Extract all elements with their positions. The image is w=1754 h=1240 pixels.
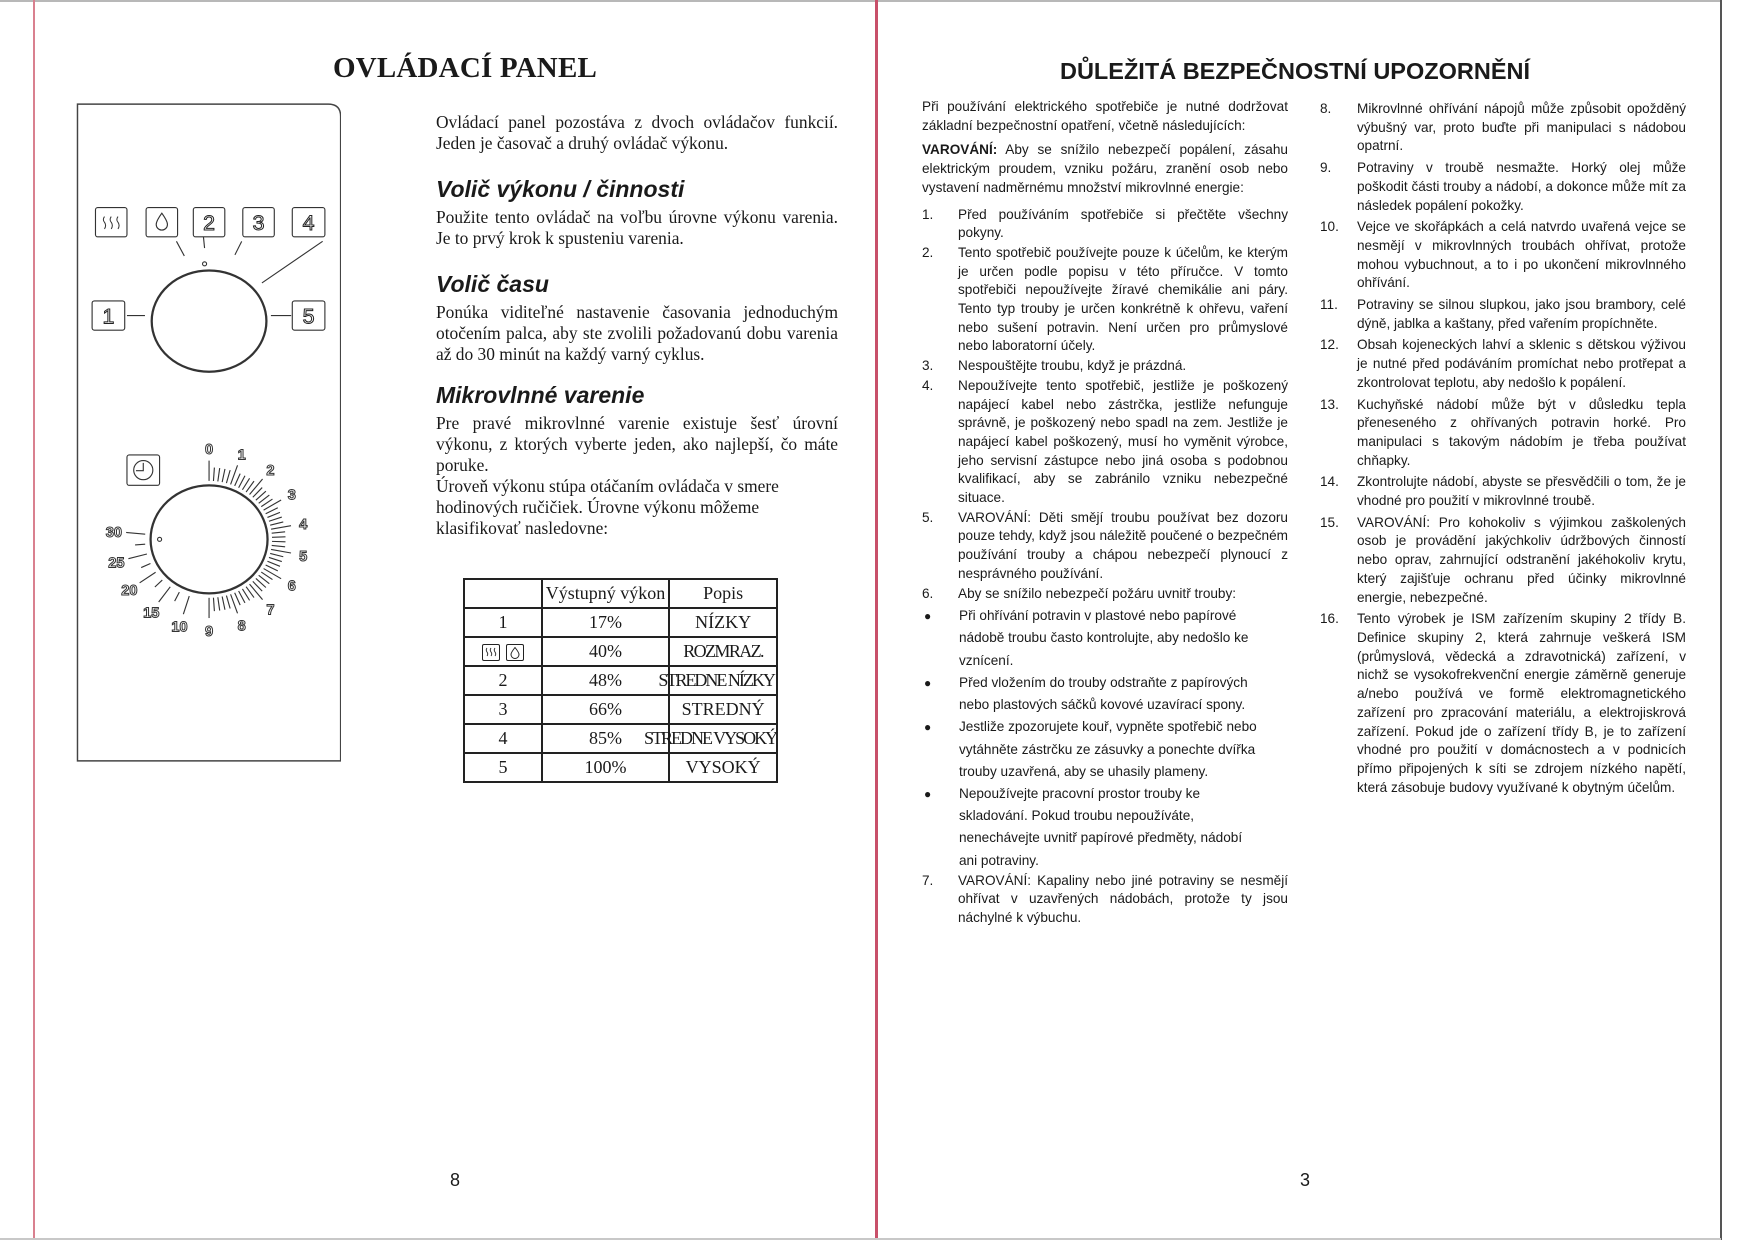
- table-header: Popis: [669, 579, 777, 608]
- item-text: VAROVÁNÍ: Pro kohokoliv s výjimkou zaškolených osob je provádění jakýchkoliv údržbových činností nebo oprav, zahrnující odstranění jakéhokoliv krytu, který zajišťuje ochranu před účinky mikrovlnné energie, nebezpečné.: [1357, 514, 1686, 605]
- table-row: [464, 637, 777, 666]
- bullet-item: [922, 783, 1288, 872]
- timer-label: 15: [143, 605, 160, 622]
- timer-tick: [218, 468, 220, 481]
- timer-tick: [270, 522, 283, 525]
- timer-label: 10: [171, 619, 188, 636]
- control-panel-diagram: [76, 103, 341, 762]
- bullet-icon: ●: [924, 720, 932, 735]
- timer-tick: [266, 508, 278, 514]
- timer-tick: [269, 557, 282, 561]
- item-text: Kuchyňské nádobí může být v důsledku tepla přeneseného z ohřívaných potravin horké. Pro manipulaci s takovým nádobím je třeba používat chňapky.: [1357, 396, 1686, 468]
- list-item: [922, 585, 1288, 604]
- bullet-text: Nepoužívejte pracovní prostor trouby ke skladování. Pokud troubu nepoužíváte, nenechávejte uvnitř papírové předměty, nádobí ani potraviny.: [959, 785, 1243, 868]
- timer-label: 5: [299, 548, 308, 565]
- item-text: Zkontrolujte nádobí, abyste se přesvědčili o tom, že je vhodné pro použití v mikrovlnné troubě.: [1357, 474, 1686, 509]
- section-text-microwave-2: Úroveň výkonu stúpa otáčaním ovládača v smere hodinových ručičiek. Úrovne výkonu môžeme klasifikovať nasledovne:: [436, 476, 779, 538]
- safety-column-1: [922, 98, 1288, 929]
- table-cell-output: 48%: [542, 666, 669, 695]
- steam-icon: [103, 217, 119, 229]
- timer-tick: [226, 596, 230, 609]
- item-text: Vejce ve skořápkách a celá natvrdo uvařená vejce se nesmějí v mikrovlnných troubách ohřívat, protože mohou vybuchnout, a to i po ukončení mikrovlnného ohřívání.: [1357, 219, 1686, 291]
- power-levels-table: [463, 578, 778, 783]
- timer-tick: [135, 544, 145, 545]
- power-label-2: 2: [203, 211, 216, 236]
- warning-label: VAROVÁNÍ:: [922, 142, 998, 158]
- right-page-title: DŮLEŽITÁ BEZPEČNOSTNÍ UPOZORNĚNÍ: [1059, 58, 1530, 84]
- item-text: Potraviny se silnou slupkou, jako jsou brambory, celé dýně, jablka a kaštany, před vařením propíchněte.: [1357, 297, 1686, 331]
- timer-tick: [264, 569, 282, 579]
- item-text: Aby se snížilo nebezpečí požáru uvnitř trouby:: [958, 585, 1237, 601]
- fire-safety-bullets: [922, 605, 1288, 871]
- list-item: [1320, 100, 1686, 156]
- timer-label: 8: [237, 618, 246, 635]
- section-heading-timer: Volič času: [436, 271, 549, 297]
- list-item: [1320, 610, 1686, 797]
- item-number: 1.: [922, 206, 934, 222]
- item-text: Tento spotřebič používejte pouze k účelům, ke kterým je určen podle popisu v této příručce. V tomto spotřebiči nepoužívejte žíravé chemikálie ani páry. Tento typ trouby je určen konkrétně k ohřevu, vaření nebo sušení potravin. Není určen pro průmyslové nebo laboratorní účely.: [958, 244, 1288, 354]
- safety-warning: [922, 141, 1288, 197]
- table-cell-desc-text: ROZMRAZ.: [683, 641, 763, 661]
- table-cell-level: [464, 637, 542, 666]
- timer-tick: [271, 526, 291, 530]
- list-item: [1320, 396, 1686, 471]
- table-header: Výstupný výkon: [542, 579, 669, 608]
- timer-tick: [183, 596, 189, 614]
- timer-tick: [140, 572, 156, 583]
- list-item: [922, 357, 1288, 376]
- item-number: 12.: [1320, 337, 1339, 353]
- table-cell-desc-text: STREDNE NÍZKY: [658, 670, 774, 690]
- page-divider: [875, 0, 878, 1240]
- table-cell-output: 66%: [542, 695, 669, 724]
- list-item: [1320, 473, 1686, 510]
- timer-label: 4: [299, 517, 308, 534]
- left-page-title: OVLÁDACÍ PANEL: [332, 52, 598, 84]
- power-label-1: 1: [102, 304, 115, 329]
- table-cell-level: 2: [464, 666, 542, 695]
- table-cell-desc: [644, 724, 777, 753]
- timer-labels: [106, 442, 308, 640]
- timer-label: 25: [108, 555, 125, 572]
- item-number: 8.: [1320, 101, 1332, 116]
- item-number: 11.: [1320, 297, 1338, 313]
- intro-paragraph: Ovládací panel pozostáva z dvoch ovládačov funkcií. Jeden je časovač a druhý ovládač výkonu.: [436, 112, 838, 153]
- timer-tick: [213, 468, 214, 481]
- timer-tick: [250, 479, 263, 495]
- defrost-label-box: [146, 208, 177, 237]
- table-row: [464, 666, 777, 695]
- timer-label: 20: [121, 583, 138, 600]
- table-cell-level: 3: [464, 695, 542, 724]
- timer-tick: [175, 592, 180, 601]
- timer-label: 7: [266, 602, 275, 619]
- timer-tick: [218, 597, 220, 610]
- item-text: VAROVÁNÍ: Děti smějí troubu používat bez dozoru pouze tehdy, když jsou náležitě poučené o bezpečném používání trouby a chápou nebezpečí plynoucí z nesprávného používání.: [958, 509, 1288, 581]
- bullet-icon: ●: [924, 609, 932, 624]
- table-row: [464, 695, 777, 724]
- table-cell-level: 4: [464, 724, 542, 753]
- list-item: [922, 872, 1288, 928]
- table-cell-level: 5: [464, 753, 542, 782]
- item-number: 5.: [922, 509, 934, 525]
- page-edge-right: [1720, 0, 1722, 1240]
- item-text: VAROVÁNÍ: Kapaliny nebo jiné potraviny se nesmějí ohřívat v uzavřených nádobách, protože ty jsou náchylné k výbuchu.: [958, 872, 1288, 926]
- timer-label: 2: [266, 463, 275, 480]
- timer-tick: [239, 591, 245, 603]
- item-number: 2.: [922, 244, 934, 260]
- table-cell-level: 1: [464, 608, 542, 637]
- timer-tick: [239, 476, 245, 488]
- timer-selector: [126, 455, 291, 618]
- timer-tick: [267, 561, 280, 566]
- page-edge-top: [0, 0, 1721, 2]
- timer-tick: [141, 563, 150, 567]
- table-cell-desc: STREDNÝ: [669, 695, 777, 724]
- timer-tick: [267, 512, 280, 517]
- timer-tick: [272, 532, 285, 533]
- list-item: [922, 244, 1288, 356]
- list-item: [1320, 336, 1686, 392]
- steam-icon: [482, 644, 500, 661]
- list-item: [922, 377, 1288, 508]
- timer-tick: [272, 545, 285, 546]
- section-text-timer: Ponúka viditeľné nastavenie časovania jednoduchým otočením palca, aby ste zvolili požadovanú dobu varenia až do 30 minút na každý varný cyklus.: [436, 302, 838, 364]
- safety-column-2: [1320, 100, 1686, 800]
- timer-tick: [126, 532, 145, 534]
- drop-icon: [506, 644, 524, 661]
- section-text-microwave: Pre pravé mikrovlnné varenie existuje šesť úrovní výkonu, z ktorých vyberte jeden, ako najlepší, čo máte poruke.: [436, 413, 838, 475]
- table-cell-desc: [658, 666, 777, 695]
- timer-tick: [270, 553, 283, 556]
- page-edge-left: [33, 0, 35, 1240]
- list-item: [1320, 159, 1686, 215]
- table-cell-output: 100%: [542, 753, 669, 782]
- power-label-4: 4: [302, 211, 315, 236]
- item-number: 9.: [1320, 160, 1332, 176]
- table-header-row: [464, 579, 777, 608]
- item-number: 6.: [922, 585, 934, 601]
- timer-tick: [155, 580, 162, 587]
- list-item: [1320, 514, 1686, 608]
- bullet-text: Před vložením do trouby odstraňte z papírových nebo plastových sáčků kovové uzavírací spony.: [959, 674, 1248, 713]
- list-item: [1320, 218, 1686, 293]
- table-cell-desc: VYSOKÝ: [669, 753, 777, 782]
- timer-knob-marker: [158, 537, 162, 541]
- bullet-item: [922, 605, 1288, 672]
- timer-label: 0: [204, 441, 214, 458]
- table-cell-output: 17%: [542, 608, 669, 637]
- table-cell-desc: [669, 637, 777, 666]
- item-text: Nespouštějte troubu, když je prázdná.: [958, 358, 1187, 374]
- item-number: 10.: [1320, 219, 1339, 235]
- bullet-text: Při ohřívání potravin v plastové nebo papírové nádobě troubu často kontrolujte, aby nedošlo ke vznícení.: [959, 608, 1249, 668]
- drop-icon: [156, 213, 167, 230]
- section-heading-microwave: Mikrovlnné varenie: [436, 382, 645, 408]
- list-item: [922, 509, 1288, 584]
- timer-tick: [159, 587, 171, 602]
- item-number: 3.: [922, 358, 934, 374]
- item-number: 4.: [922, 377, 934, 393]
- timer-tick: [222, 469, 225, 482]
- item-text: Potraviny v troubě nesmažte. Horký olej může poškodit části trouby a nádobí, a dokonce může mít za následek popálení pokožky.: [1357, 160, 1686, 213]
- item-text: Nepoužívejte tento spotřebič, jestliže je poškozený napájecí kabel nebo zástrčka, jestliže nefunguje správně, je poškozený nebo spadl na zem. Jestliže je napájecí kabel poškozený, musí ho vyměnit výrobce, jeho servisní zástupce nebo jiná osoba s podobnou kvalifikací, aby se zabránilo vzniku nebezpečné situace.: [958, 377, 1288, 506]
- power-label-5: 5: [302, 304, 315, 329]
- item-text: Obsah kojeneckých lahví a sklenic s dětskou výživou je nutné před podáváním promíchat nebo protřepat a zkontrolovat teplotu, aby nedošlo k popálení.: [1357, 337, 1686, 390]
- timer-tick: [222, 597, 225, 610]
- list-item: [922, 206, 1288, 243]
- item-text: Před používáním spotřebiče si přečtěte všechny pokyny.: [958, 206, 1288, 241]
- item-number: 13.: [1320, 396, 1339, 412]
- table-cell-desc: NÍZKY: [669, 608, 777, 637]
- table-row: [464, 608, 777, 637]
- safety-intro: Při používání elektrického spotřebiče je nutné dodržovat základní bezpečnostní opatření, včetně následujících:: [922, 99, 1288, 133]
- timer-label: 1: [237, 447, 246, 464]
- page-number-right: 3: [1300, 1170, 1311, 1190]
- timer-label: 6: [287, 578, 296, 595]
- timer-tick: [264, 500, 282, 510]
- bullet-text: Jestliže zpozorujete kouř, vypněte spotřebič nebo vytáhněte zástrčku ze zásuvky a ponechte dvířka trouby uzavřená, aby se uhasily plameny.: [959, 719, 1257, 779]
- section-heading-power: Volič výkonu / činnosti: [436, 176, 685, 202]
- timer-tick: [128, 554, 147, 559]
- table-cell-desc-text: STREDNE VYSOKÝ: [644, 728, 777, 748]
- timer-label: 9: [204, 624, 214, 641]
- list-item: [1320, 296, 1686, 333]
- timer-tick: [226, 470, 230, 483]
- timer-tick: [269, 517, 282, 521]
- power-knob: [152, 271, 267, 372]
- timer-label: 30: [105, 525, 122, 542]
- table-row: [464, 724, 777, 753]
- item-text: Tento výrobek je ISM zařízením skupiny 2 třídy B. Definice skupiny 2, která zahrnuje veškerá ISM (průmyslová, vědecká a zdravotnická) zařízení, v nichž se vysokofrekvenční energie záměrně generuje a/nebo používá ve formě elektromagnetického zařízení pro zpracování materiálu, a elektrojiskrová zařízení. Pokud jde o zařízení třídy B, je to zařízení vhodné pro použití v domácnostech a v podnicích přímo připojených k síti se zdrojem nízkého napětí, která zásobuje budovy využívané k obytným účelům.: [1357, 611, 1686, 795]
- timer-tick: [235, 474, 240, 486]
- table-header: [464, 579, 542, 608]
- warning-text: Aby se snížilo nebezpečí popálení, zásahu elektrickým proudem, vzniku požáru, zranění osob nebo vystavení nadměrnému množství mikrovlnné energie:: [922, 142, 1288, 195]
- page-number-left: 8: [450, 1170, 461, 1190]
- bullet-icon: ●: [924, 675, 932, 690]
- timer-tick: [250, 584, 263, 600]
- item-text: Mikrovlnné ohřívání nápojů může způsobit opožděný výbušný var, proto buďte při manipulaci s nádobou opatrní.: [1357, 101, 1686, 154]
- power-label-3: 3: [252, 211, 265, 236]
- power-knob-marker: [203, 262, 207, 266]
- left-page-text: [436, 112, 838, 539]
- timer-tick: [213, 598, 214, 611]
- section-text-power: Použite tento ovládač na voľbu úrovne výkonu varenia. Je to prvý krok k spusteniu varenia.: [436, 207, 838, 248]
- timer-tick: [266, 565, 278, 571]
- item-number: 7.: [922, 872, 934, 888]
- item-number: 14.: [1320, 474, 1339, 490]
- timer-tick: [271, 549, 291, 553]
- timer-label: 3: [287, 487, 296, 504]
- table-row: [464, 753, 777, 782]
- timer-tick: [235, 593, 240, 605]
- table-cell-output: 40%: [542, 637, 669, 666]
- bullet-item: [922, 672, 1288, 716]
- bullet-item: [922, 716, 1288, 783]
- panel-outline: [77, 104, 340, 761]
- item-number: 16.: [1320, 611, 1339, 627]
- timer-knob: [151, 485, 268, 593]
- bullet-icon: ●: [924, 786, 932, 801]
- table-cell-output: 85%: [542, 724, 669, 753]
- item-number: 15.: [1320, 514, 1339, 530]
